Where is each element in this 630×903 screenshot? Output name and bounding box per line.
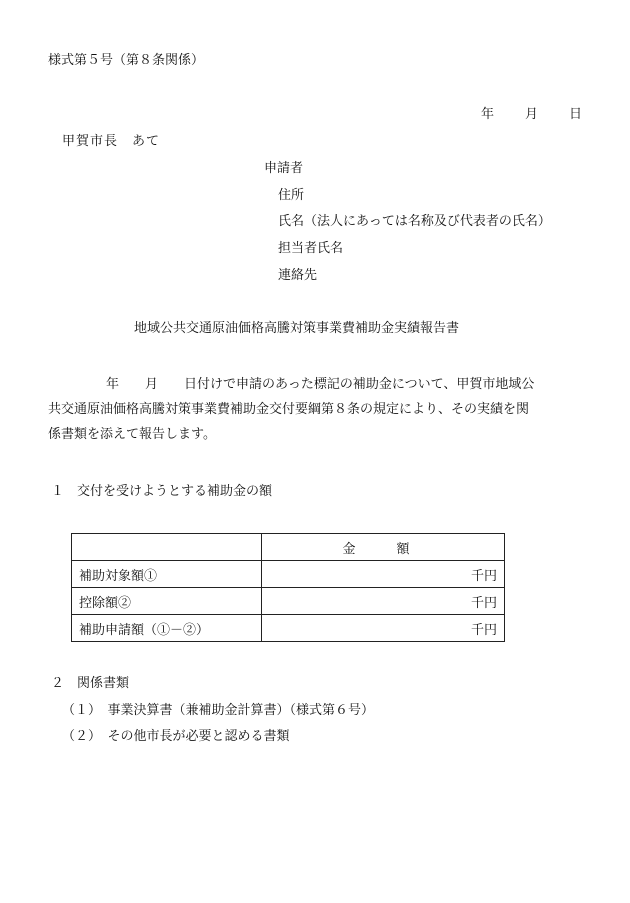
applicant-heading: 申請者 <box>264 161 304 176</box>
table-header-row <box>72 534 505 561</box>
applicant-contact: 連絡先 <box>278 268 318 283</box>
row-amount: 千円 <box>262 615 505 642</box>
row-label: 補助申請額（①－②） <box>72 615 262 642</box>
table-row <box>72 588 505 615</box>
table-header-amount: 金 額 <box>262 534 505 561</box>
body-paragraph <box>48 372 588 447</box>
body-line-1: 年 月 日付けで申請のあった標記の補助金について、甲賀市地域公 <box>106 377 535 392</box>
row-label: 控除額② <box>72 588 262 615</box>
row-amount: 千円 <box>262 588 505 615</box>
date-year: 年 <box>481 107 495 122</box>
row-label: 補助対象額① <box>72 561 262 588</box>
body-line-2: 共交通原油価格高騰対策事業費補助金交付要綱第８条の規定により、その実績を関 <box>48 402 530 417</box>
applicant-contact-person: 担当者氏名 <box>278 241 344 256</box>
document-title: 地域公共交通原油価格高騰対策事業費補助金実績報告書 <box>134 321 460 336</box>
table-row <box>72 615 505 642</box>
date-month: 月 <box>525 107 539 122</box>
form-label: 様式第５号（第８条関係） <box>48 53 205 68</box>
document-item-2: （２） その他市長が必要と認める書類 <box>62 729 290 744</box>
body-line-3: 係書類を添えて報告します。 <box>48 427 216 442</box>
date-day: 日 <box>569 107 583 122</box>
table-row <box>72 561 505 588</box>
section2-title: ２ 関係書類 <box>51 676 130 691</box>
document-item-1: （１） 事業決算書（兼補助金計算書）（様式第６号） <box>62 703 375 718</box>
applicant-address: 住所 <box>278 188 305 203</box>
addressee: 甲賀市長 あて <box>62 134 161 149</box>
applicant-name: 氏名（法人にあっては名称及び代表者の氏名） <box>278 214 551 229</box>
section1-title: １ 交付を受けようとする補助金の額 <box>51 484 273 499</box>
subsidy-amount-table <box>71 533 505 642</box>
table-header-blank <box>72 534 262 561</box>
row-amount: 千円 <box>262 561 505 588</box>
